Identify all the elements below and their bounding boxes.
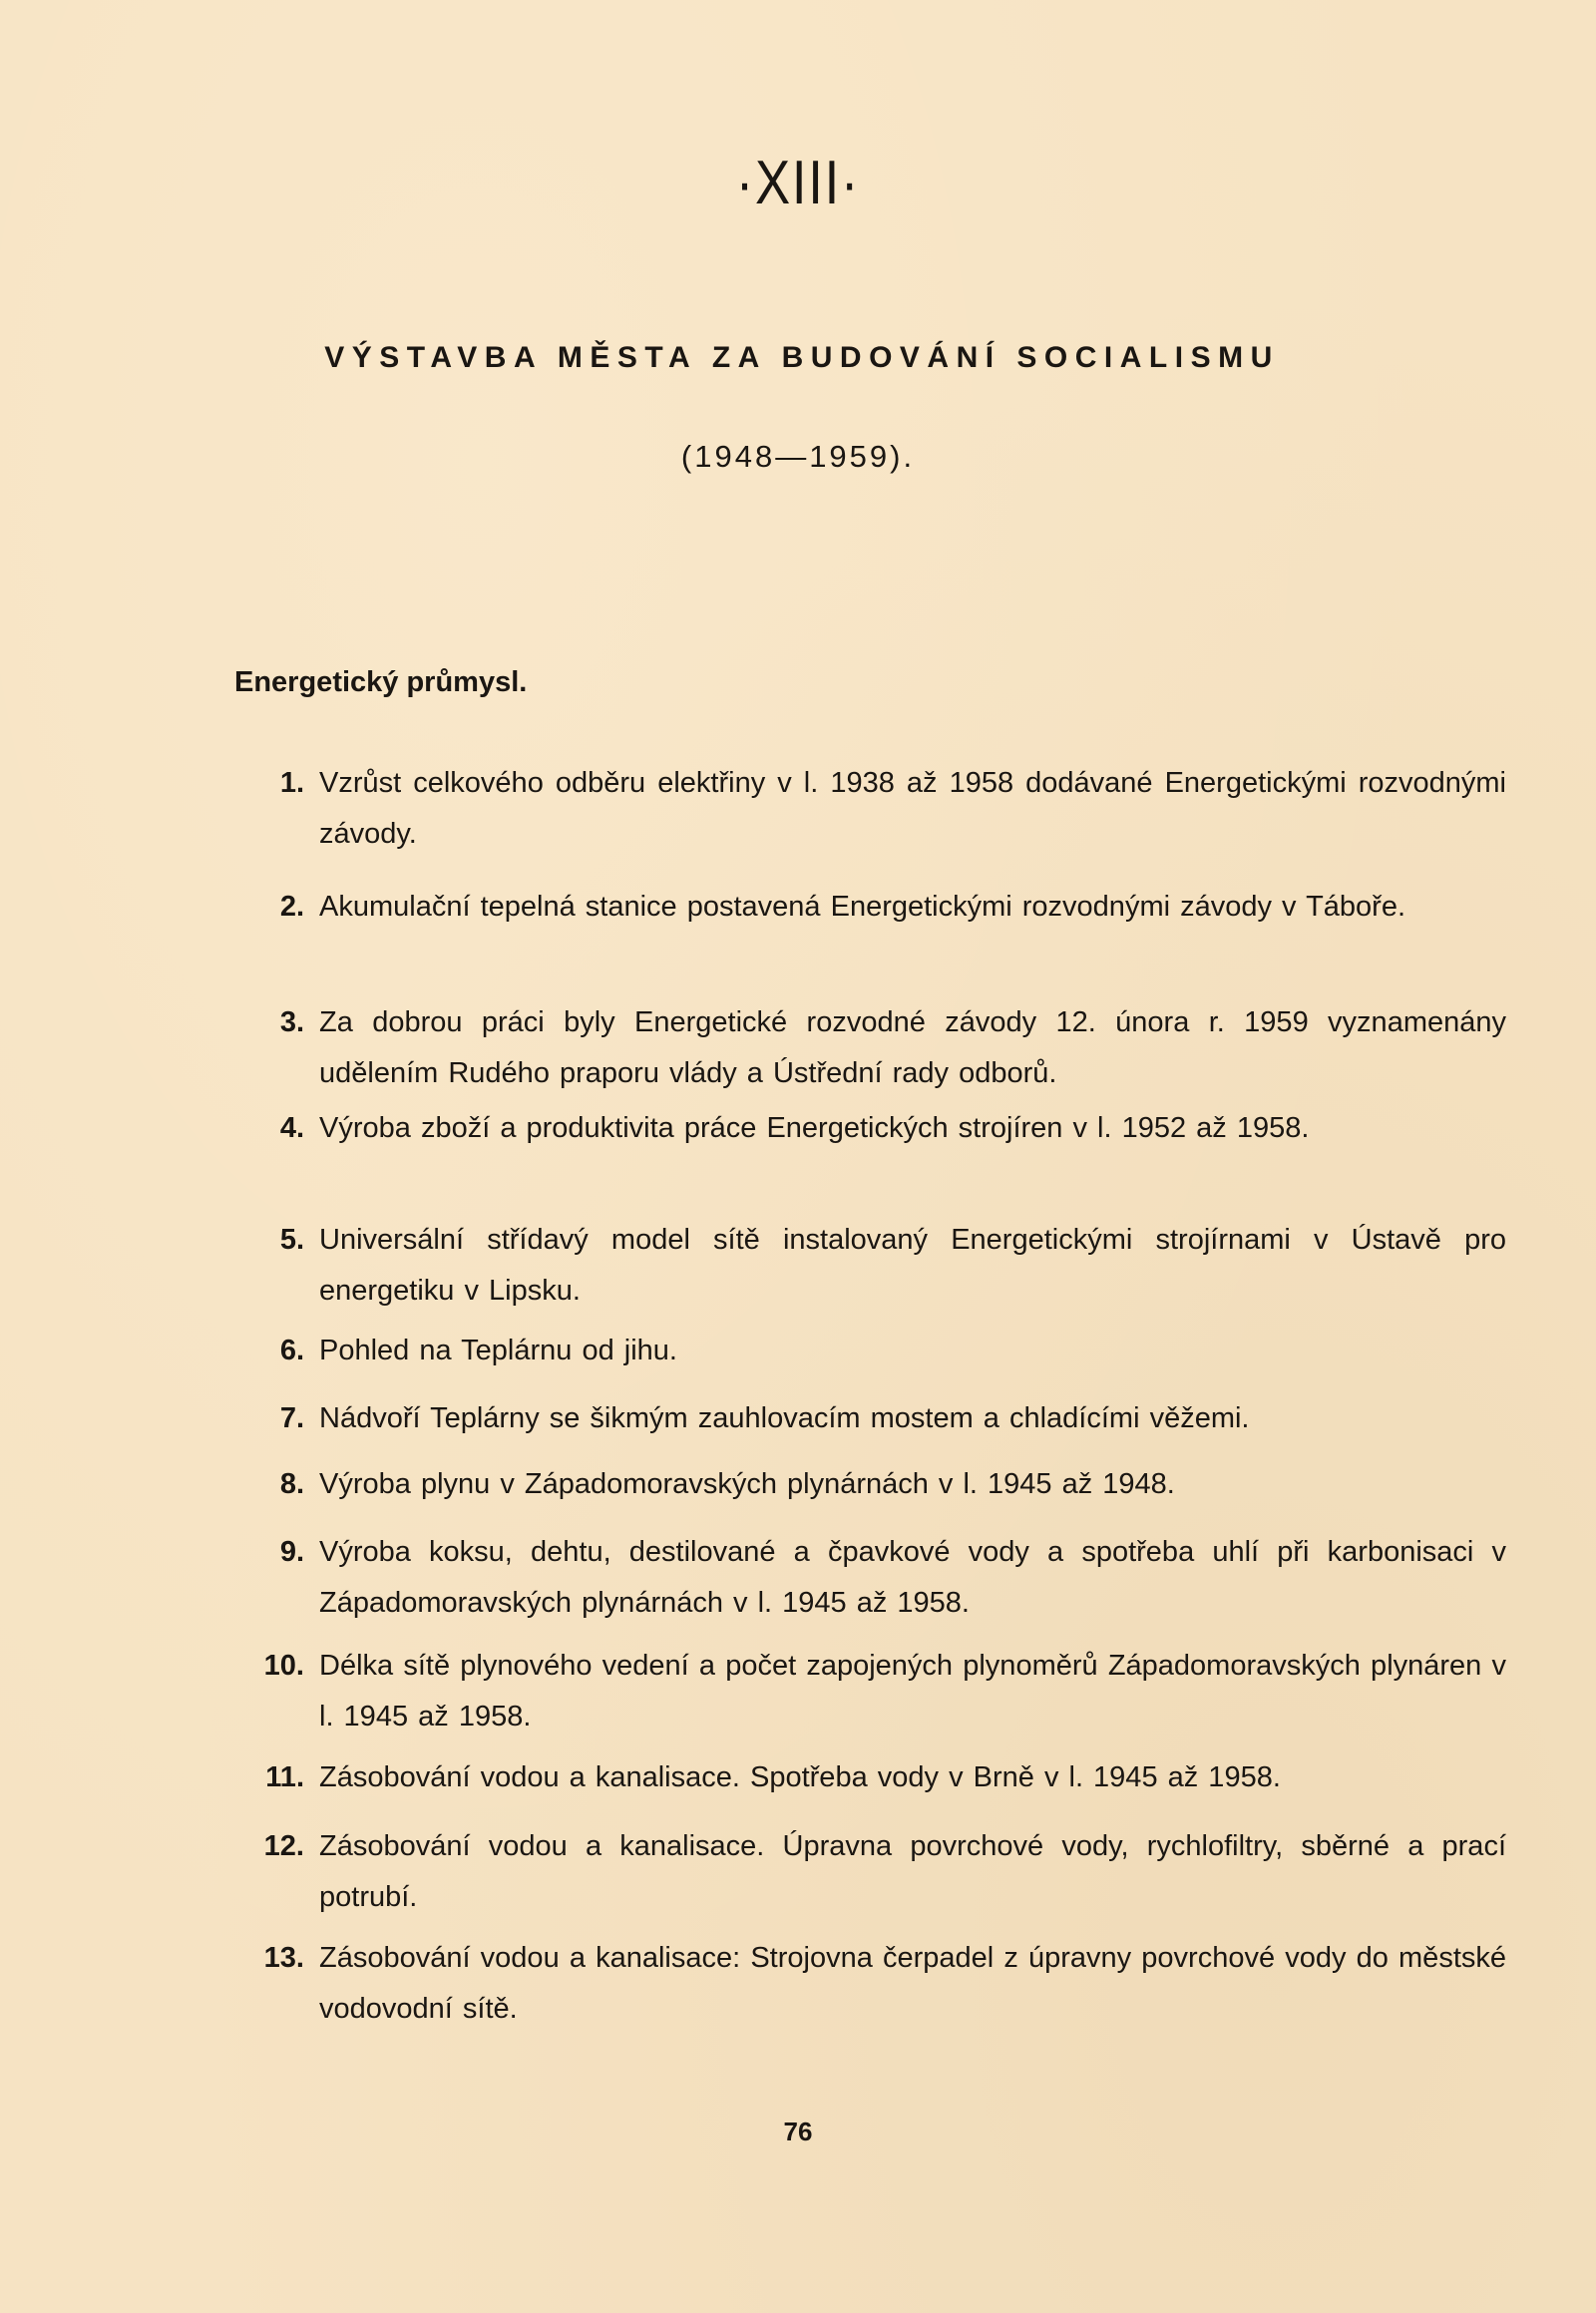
item-text: Pohled na Teplárnu od jihu. — [319, 1335, 677, 1366]
item-number: 9. — [279, 1536, 304, 1568]
section-heading: Energetický průmysl. — [234, 666, 528, 698]
item-number: 3. — [279, 1006, 304, 1038]
item-number: 2. — [279, 891, 304, 923]
item-text: Vzrůst celkového odběru elektřiny v l. 1938 až 1958 dodávané Energetickými rozvodnými závody. — [319, 767, 1506, 850]
item-number: 8. — [279, 1468, 304, 1500]
item-text: Akumulační tepelná stanice postavená Energetickými rozvodnými závody v Táboře. — [319, 891, 1406, 923]
item-number: 10. — [263, 1650, 304, 1682]
item-text: Za dobrou práci byly Energetické rozvodné závody 12. února r. 1959 vyznamenány udělením Rudého praporu vlády a Ústřední rady odborů. — [319, 1006, 1506, 1089]
page-number: 76 — [783, 2117, 813, 2146]
item-text: Výroba koksu, dehtu, destilované a čpavkové vody a spotřeba uhlí při karbonisaci v Západomoravských plynárnách v l. 1945 až 1958. — [319, 1536, 1506, 1619]
item-number: 7. — [279, 1402, 304, 1434]
item-number: 5. — [279, 1224, 304, 1256]
item-number: 6. — [279, 1335, 304, 1366]
item-text: Zásobování vodou a kanalisace. Spotřeba vody v Brně v l. 1945 až 1958. — [319, 1761, 1281, 1793]
item-number: 13. — [263, 1942, 304, 1974]
item-text: Výroba zboží a produktivita práce Energetických strojíren v l. 1952 až 1958. — [319, 1112, 1310, 1144]
item-number: 1. — [279, 767, 304, 799]
item-number: 11. — [265, 1761, 304, 1793]
chapter-years: (1948—1959). — [680, 439, 916, 474]
item-text: Zásobování vodou a kanalisace: Strojovna čerpadel z úpravny povrchové vody do městské vodovodní sítě. — [319, 1942, 1506, 2025]
item-text: Délka sítě plynového vedení a počet zapojených plynoměrů Západomoravských plynáren v l. 1945 až 1958. — [319, 1650, 1506, 1733]
chapter-number: ·XIII· — [735, 149, 861, 217]
item-text: Nádvoří Teplárny se šikmým zauhlovacím mostem a chladícími věžemi. — [319, 1402, 1250, 1434]
item-number: 4. — [279, 1112, 304, 1144]
item-text: Universální střídavý model sítě instalovaný Energetickými strojírnami v Ústavě pro energetiku v Lipsku. — [319, 1224, 1506, 1307]
chapter-title: VÝSTAVBA MĚSTA ZA BUDOVÁNÍ SOCIALISMU — [324, 341, 1280, 374]
item-text: Zásobování vodou a kanalisace. Úpravna povrchové vody, rychlofiltry, sběrné a prací potrubí. — [319, 1830, 1506, 1913]
item-text: Výroba plynu v Západomoravských plynárnách v l. 1945 až 1948. — [319, 1468, 1175, 1500]
item-number: 12. — [263, 1830, 304, 1862]
